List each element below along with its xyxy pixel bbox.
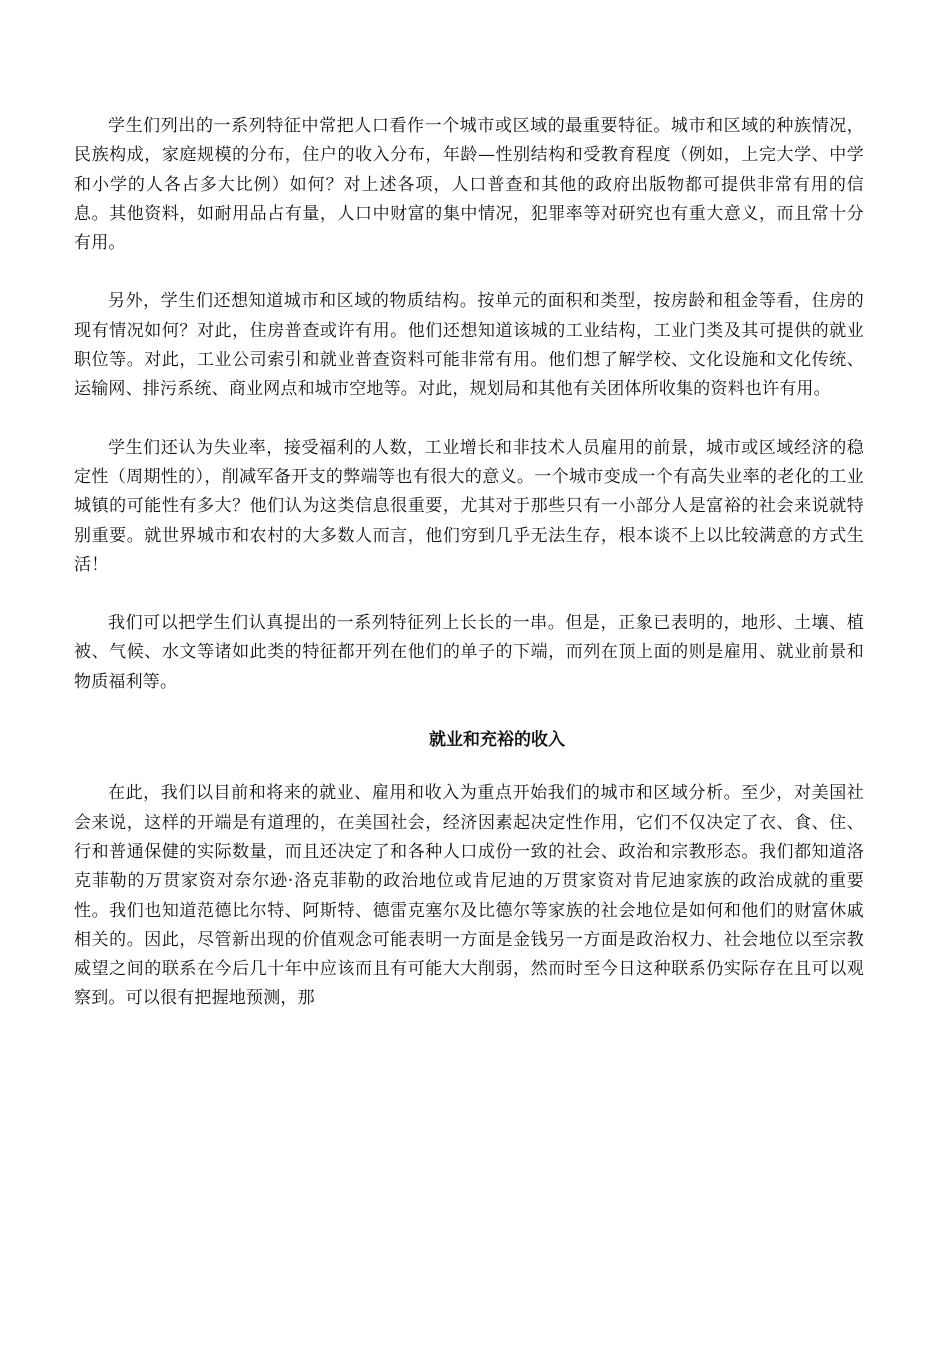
document-page [74,112,864,1014]
paragraph-population: 学生们列出的一系列特征中常把人口看作一个城市或区域的最重要特征。城市和区域的种族情况，民族构成，家庭规模的分布，住户的收入分布，年龄—性别结构和受教育程度（例如，上完大学、中学和小学的人各占多大比例）如何？对上述各项，人口普查和其他的政府出版物都可提供非常有用的信息。其他资料，如耐用品占有量，人口中财富的集中情况，犯罪率等对研究也有重大意义，而且常十分有用。 [74,116,864,254]
paragraph-employment-income: 在此，我们以目前和将来的就业、雇用和收入为重点开始我们的城市和区域分析。至少，对美国社会来说，这样的开端是有道理的，在美国社会，经济因素起决定性作用，它们不仅决定了衣、食、住、行和普通保健的实际数量，而且还决定了和各种人口成份一致的社会、政治和宗教形态。我们都知道洛克菲勒的万贯家资对奈尔逊·洛克菲勒的政治地位或肯尼迪的万贯家资对肯尼迪家族的政治成就的重要性。我们也知道范德比尔特、阿斯特、德雷克塞尔及比德尔等家族的社会地位是如何和他们的财富休戚相关的。因此，尽管新出现的价值观念可能表明一方面是金钱另一方面是政治权力、社会地位以至宗教威望之间的联系在今后几十年中应该而且有可能大大削弱，然而时至今日这种联系仍实际存在且可以观察到。可以很有把握地预测，那 [74,783,864,1009]
paragraph-physical-structure: 另外，学生们还想知道城市和区域的物质结构。按单元的面积和类型，按房龄和租金等看，住房的现有情况如何？对此，住房普查或许有用。他们还想知道该城的工业结构，工业门类及其可提供的就业职位等。对此，工业公司索引和就业普查资料可能非常有用。他们想了解学校、文化设施和文化传统、运输网、排污系统、商业网点和城市空地等。对此，规划局和其他有关团体所收集的资料也许有用。 [74,291,864,400]
paragraph-list-of-features: 我们可以把学生们认真提出的一系列特征列上长长的一串。但是，正象已表明的，地形、土壤、植被、气候、水文等诸如此类的特征都开列在他们的单子的下端，而列在顶上面的则是雇用、就业前景和物质福利等。 [74,613,864,692]
paragraph-unemployment: 学生们还认为失业率，接受福利的人数，工业增长和非技术人员雇用的前景，城市或区域经济的稳定性（周期性的），削减军备开支的弊端等也有很大的意义。一个城市变成一个有高失业率的老化的工业城镇的可能性有多大？他们认为这类信息很重要，尤其对于那些只有一小部分人是富裕的社会来说就特别重要。就世界城市和农村的大多数人而言，他们穷到几乎无法生存，根本谈不上以比较满意的方式生活！ [74,437,864,575]
section-heading: 就业和充裕的收入 [429,730,565,751]
